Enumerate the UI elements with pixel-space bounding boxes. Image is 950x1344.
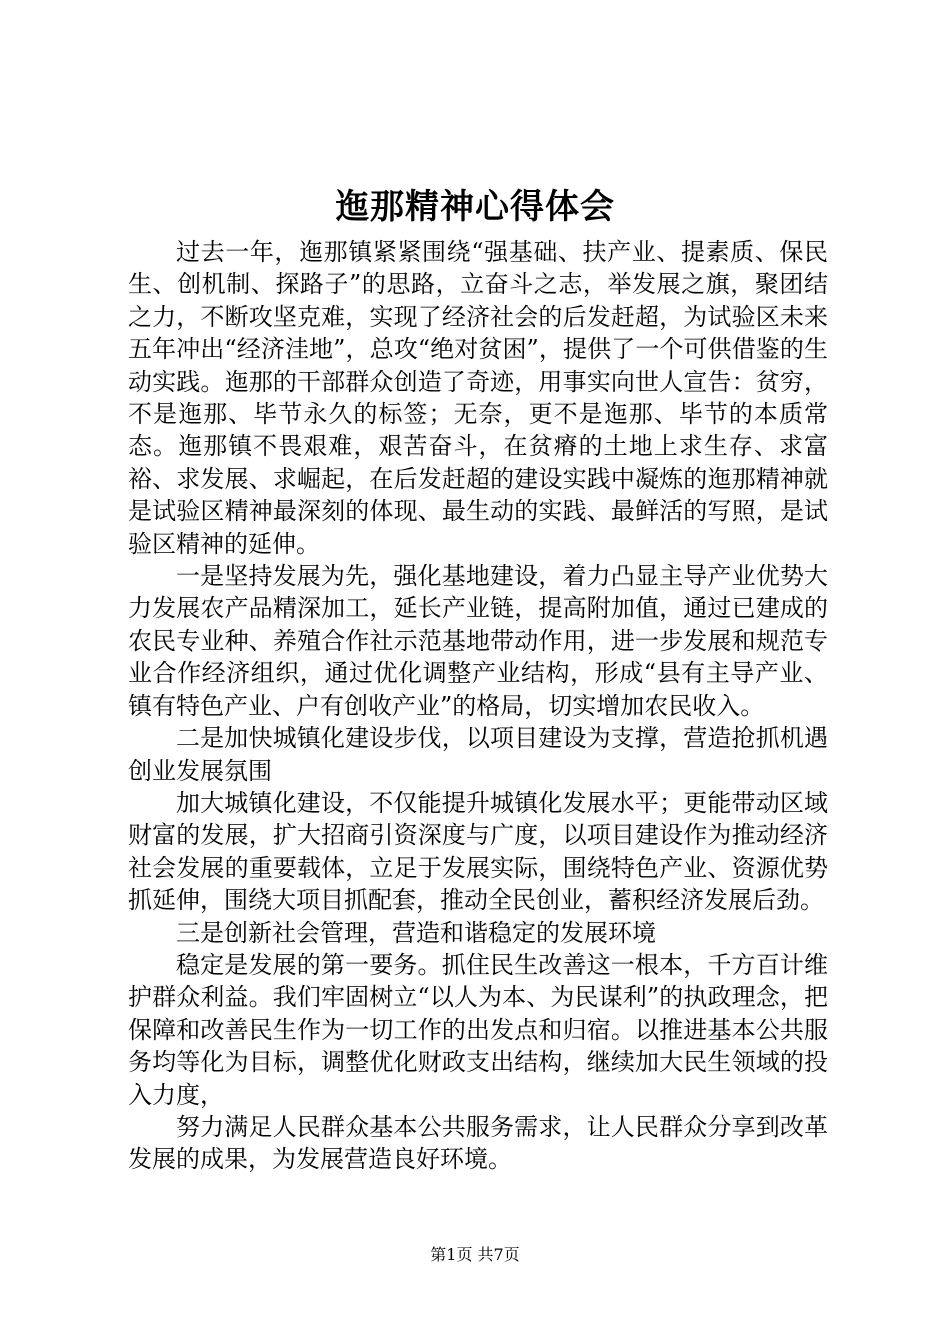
paragraph-intro: 过去一年，迤那镇紧紧围绕“强基础、扶产业、提素质、保民生、创机制、探路子”的思路，立奋斗之志，举发展之旗，聚团结之力，不断攻坚克难，实现了经济社会的后发赶超，为试验区未来五年冲出“经济洼地”，总攻“绝对贫困”，提供了一个可供借鉴的生动实践。迤那的干部群众创造了奇迹，用事实向世人宣告：贫穷，不是迤那、毕节永久的标签；无奈，更不是迤那、毕节的本质常态。迤那镇不畏艰难，艰苦奋斗，在贫瘠的土地上求生存、求富裕、求发展、求崛起，在后发赶超的建设实践中凝炼的迤那精神就是试验区精神最深刻的体现、最生动的实践、最鲜活的写照，是试验区精神的延伸。	[128, 238, 828, 558]
paragraph-point-two-body: 加大城镇化建设，不仅能提升城镇化发展水平；更能带动区域财富的发展，扩大招商引资深度与广度，以项目建设作为推动经济社会发展的重要载体，立足于发展实际，围绕特色产业、资源优势抓延伸，围绕大项目抓配套，推动全民创业，蓄积经济发展后劲。	[128, 788, 828, 915]
paragraph-point-two-heading: 二是加快城镇化建设步伐，以项目建设为支撑，营造抢抓机遇创业发展氛围	[128, 724, 828, 785]
page-number-footer: 第1页 共7页	[430, 1245, 520, 1264]
paragraph-closing: 努力满足人民群众基本公共服务需求，让人民群众分享到改革发展的成果，为发展营造良好环境。	[128, 1112, 828, 1174]
document-title: 迤那精神心得体会	[335, 187, 615, 227]
document-body	[128, 236, 828, 1176]
paragraph-point-three-body: 稳定是发展的第一要务。抓住民生改善这一根本，千方百计维护群众利益。我们牢固树立“以人为本、为民谋利”的执政理念，把保障和改善民生作为一切工作的出发点和归宿。以推进基本公共服务均等化为目标，调整优化财政支出结构，继续加大民生领域的投入力度，	[128, 950, 828, 1109]
paragraph-point-one: 一是坚持发展为先，强化基地建设，着力凸显主导产业优势大力发展农产品精深加工，延长产业链，提高附加值，通过已建成的农民专业种、养殖合作社示范基地带动作用，进一步发展和规范专业合作经济组织，通过优化调整产业结构，形成“县有主导产业、镇有特色产业、户有创收产业”的格局，切实增加农民收入。	[128, 562, 828, 720]
paragraph-point-three-heading: 三是创新社会管理，营造和谐稳定的发展环境	[176, 918, 656, 947]
